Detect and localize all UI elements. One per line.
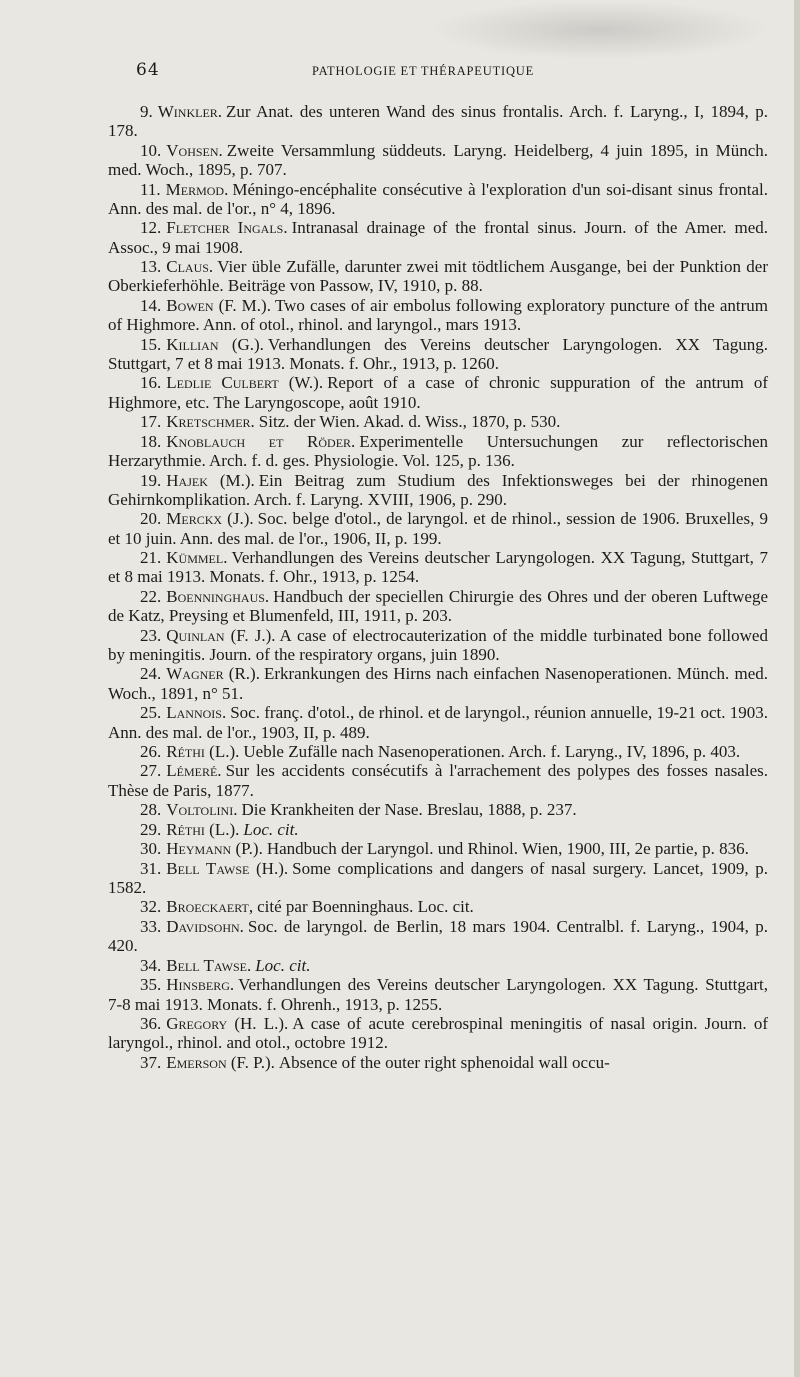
- reference-entry: [108, 412, 768, 431]
- reference-text: Report of a case of chronic suppuration of the antrum of Highmore, etc. The Laryngoscope, août 1910.: [108, 373, 768, 412]
- reference-author: Lémeré.: [166, 761, 222, 781]
- reference-number: 30.: [140, 839, 162, 859]
- reference-entry: [108, 917, 768, 956]
- reference-entry: [108, 761, 768, 800]
- reference-entry: [108, 626, 768, 665]
- reference-number: 12.: [140, 218, 162, 238]
- reference-number: 23.: [140, 625, 162, 645]
- reference-entry: [108, 859, 768, 898]
- reference-author: Bell Tawse (H.).: [166, 858, 289, 878]
- reference-text: Verhandlungen des Vereins deutscher Laryngologen. XX Tagung, Stuttgart, 7 et 8 mai 1913. Monats. f. Ohr., 1913, p. 1254.: [108, 548, 768, 587]
- reference-text: Méningo-encéphalite consécutive à l'exploration d'un soi-disant sinus frontal. Ann. des mal. de l'or., n° 4, 1896.: [108, 179, 768, 218]
- reference-number: 9.: [140, 102, 153, 121]
- reference-entry: [108, 335, 768, 374]
- reference-author: Réthi (L.).: [166, 741, 240, 761]
- reference-text: Sitz. der Wien. Akad. d. Wiss., 1870, p. 530.: [258, 412, 561, 432]
- reference-text: Zweite Versammlung süddeuts. Laryng. Heidelberg, 4 juin 1895, in Münch. med. Woch., 1895, p. 707.: [108, 140, 768, 180]
- reference-text: Erkrankungen des Hirns nach einfachen Nasenoperationen. Münch. med. Woch., 1891, n° 51.: [108, 664, 768, 703]
- reference-text: Loc. cit.: [243, 819, 299, 839]
- reference-entry: [108, 218, 768, 257]
- show-through-smudge: [430, 0, 770, 60]
- reference-entry: [108, 975, 768, 1014]
- reference-text: Intranasal drainage of the frontal sinus. Journ. of the Amer. med. Assoc., 9 mai 1908.: [108, 218, 768, 257]
- reference-entry: [108, 296, 768, 335]
- reference-author: Fletcher Ingals.: [166, 218, 288, 238]
- reference-number: 22.: [140, 586, 162, 606]
- reference-text: Loc. cit.: [255, 955, 311, 975]
- reference-entry: [108, 373, 768, 412]
- reference-text: A case of acute cerebrospinal meningitis of nasal origin. Journ. of laryngol., rhinol. and otol., octobre 1912.: [108, 1014, 768, 1053]
- reference-text: Die Krankheiten der Nase. Breslau, 1888, p. 237.: [241, 800, 577, 820]
- reference-number: 25.: [140, 703, 162, 723]
- page-header: [0, 60, 800, 86]
- reference-entry: [108, 180, 768, 219]
- reference-author: Emerson (F. P.).: [166, 1052, 275, 1072]
- reference-entry: [108, 664, 768, 703]
- reference-text: Vier üble Zufälle, darunter zwei mit tödtlichem Ausgange, bei der Punktion der Oberkieferhöhle. Beiträge von Passow, IV, 1910, p. 88.: [108, 257, 768, 296]
- reference-text: A case of electrocauterization of the middle turbinated bone followed by meningitis. Journ. of the respiratory organs, juin 1890.: [108, 625, 768, 664]
- reference-entry: [108, 1053, 768, 1072]
- reference-author: Mermod.: [165, 179, 229, 199]
- reference-entry: [108, 432, 768, 471]
- reference-entry: [108, 587, 768, 626]
- reference-author: Broeckaert,: [166, 897, 254, 917]
- reference-number: 31.: [140, 858, 162, 878]
- reference-author: Kümmel.: [166, 548, 228, 568]
- reference-number: 16.: [140, 373, 162, 393]
- reference-author: Bell Tawse.: [166, 955, 252, 975]
- reference-number: 29.: [140, 819, 162, 839]
- page-number: 64: [136, 60, 160, 80]
- reference-entry: [108, 820, 768, 839]
- reference-author: Réthi (L.).: [166, 819, 240, 839]
- reference-number: 26.: [140, 741, 162, 761]
- reference-number: 27.: [140, 761, 162, 781]
- running-title: PATHOLOGIE ET THÉRAPEUTIQUE: [312, 64, 535, 78]
- reference-text: Ueble Zufälle nach Nasenoperationen. Arch. f. Laryng., IV, 1896, p. 403.: [243, 741, 741, 761]
- reference-author: Voltolini.: [166, 800, 238, 820]
- reference-number: 28.: [140, 800, 162, 820]
- reference-number: 15.: [140, 334, 162, 354]
- reference-author: Knoblauch et Röder.: [166, 431, 356, 451]
- reference-entry: [108, 703, 768, 742]
- reference-author: Claus.: [166, 257, 214, 277]
- reference-number: 17.: [140, 412, 162, 432]
- reference-entry: [108, 141, 768, 180]
- reference-number: 36.: [140, 1014, 162, 1034]
- reference-number: 14.: [140, 295, 162, 315]
- reference-number: 21.: [140, 548, 162, 568]
- reference-author: Kretschmer.: [166, 412, 255, 432]
- reference-author: Lannois.: [166, 703, 227, 723]
- reference-author: Ledlie Culbert (W.).: [166, 373, 324, 393]
- reference-number: 11.: [140, 179, 161, 199]
- reference-entry: [108, 509, 768, 548]
- reference-author: Heymann (P.).: [166, 839, 263, 859]
- reference-author: Quinlan (F. J.).: [166, 625, 276, 645]
- reference-author: Davidsohn.: [166, 916, 244, 936]
- reference-number: 34.: [140, 955, 162, 975]
- reference-text: Some complications and dangers of nasal surgery. Lancet, 1909, p. 1582.: [108, 858, 768, 897]
- reference-author: Boenninghaus.: [166, 586, 270, 606]
- reference-number: 18.: [140, 431, 162, 451]
- reference-text: Two cases of air embolus following exploratory puncture of the antrum of Highmore. Ann. of otol., rhinol. and laryngol., mars 1913.: [108, 295, 768, 335]
- reference-number: 37.: [140, 1052, 162, 1072]
- reference-number: 24.: [140, 664, 162, 684]
- reference-list: [108, 102, 768, 1072]
- reference-number: 32.: [140, 897, 162, 917]
- reference-entry: [108, 471, 768, 510]
- reference-author: Gregory (H. L.).: [166, 1014, 289, 1034]
- reference-text: Handbuch der Laryngol. und Rhinol. Wien, 1900, III, 2e partie, p. 836.: [266, 839, 749, 859]
- reference-entry: [108, 839, 768, 858]
- reference-author: Merckx (J.).: [166, 509, 254, 529]
- reference-number: 13.: [140, 257, 162, 277]
- reference-entry: [108, 742, 768, 761]
- reference-entry: [108, 800, 768, 819]
- reference-author: Hinsberg.: [166, 975, 235, 995]
- reference-text: Sur les accidents consécutifs à l'arrachement des polypes des fosses nasales. Thèse de Paris, 1877.: [108, 761, 768, 800]
- page-edge: [794, 0, 800, 1377]
- reference-text: Absence of the outer right sphenoidal wall occu-: [278, 1052, 610, 1072]
- reference-number: 20.: [140, 509, 162, 529]
- reference-author: Killian (G.).: [166, 334, 264, 354]
- reference-text: Experimentelle Untersuchungen zur reflectorischen Herzarythmie. Arch. f. d. ges. Physiologie. Vol. 125, p. 136.: [108, 431, 768, 471]
- reference-text: Verhandlungen des Vereins deutscher Laryngologen. XX Tagung. Stuttgart, 7-8 mai 1913. Monats. f. Ohrenh., 1913, p. 1255.: [108, 975, 768, 1014]
- reference-entry: [108, 897, 768, 916]
- reference-author: Wagner (R.).: [166, 664, 260, 684]
- reference-author: Winkler.: [157, 102, 223, 121]
- reference-entry: [108, 1014, 768, 1053]
- reference-text: Soc. belge d'otol., de laryngol. et de rhinol., session de 1906. Bruxelles, 9 et 10 juin. Ann. des mal. de l'or., 1906, II, p. 199.: [108, 509, 768, 548]
- reference-entry: [108, 257, 768, 296]
- reference-text: cité par Boenninghaus. Loc. cit.: [257, 897, 474, 917]
- reference-entry: [108, 102, 768, 141]
- reference-text: Ein Beitrag zum Studium des Infektionsweges bei der rhinogenen Gehirnkomplikation. Arch. f. Laryng. XVIII, 1906, p. 290.: [108, 470, 769, 509]
- reference-number: 10.: [140, 140, 162, 160]
- reference-entry: [108, 956, 768, 975]
- reference-author: Hajek (M.).: [166, 470, 255, 490]
- reference-text: Verhandlungen des Vereins deutscher Laryngologen. XX Tagung. Stuttgart, 7 et 8 mai 1913. Monats. f. Ohr., 1913, p. 1260.: [108, 334, 768, 373]
- reference-author: Vohsen.: [166, 140, 223, 160]
- reference-author: Bowen (F. M.).: [166, 295, 271, 315]
- reference-number: 19.: [140, 470, 162, 490]
- reference-text: Soc. de laryngol. de Berlin, 18 mars 1904. Centralbl. f. Laryng., 1904, p. 420.: [108, 916, 768, 956]
- reference-text: Zur Anat. des unteren Wand des sinus frontalis. Arch. f. Laryng., I, 1894, p. 178.: [108, 102, 768, 141]
- reference-text: Soc. franç. d'otol., de rhinol. et de laryngol., réunion annuelle, 19-21 oct. 1903. Ann. des mal. de l'or., 1903, II, p. 489.: [108, 703, 768, 742]
- reference-entry: [108, 548, 768, 587]
- reference-number: 35.: [140, 975, 162, 995]
- reference-text: Handbuch der speciellen Chirurgie des Ohres und der oberen Luftwege de Katz, Preysing et Blumenfeld, III, 1911, p. 203.: [108, 586, 768, 626]
- reference-number: 33.: [140, 916, 162, 936]
